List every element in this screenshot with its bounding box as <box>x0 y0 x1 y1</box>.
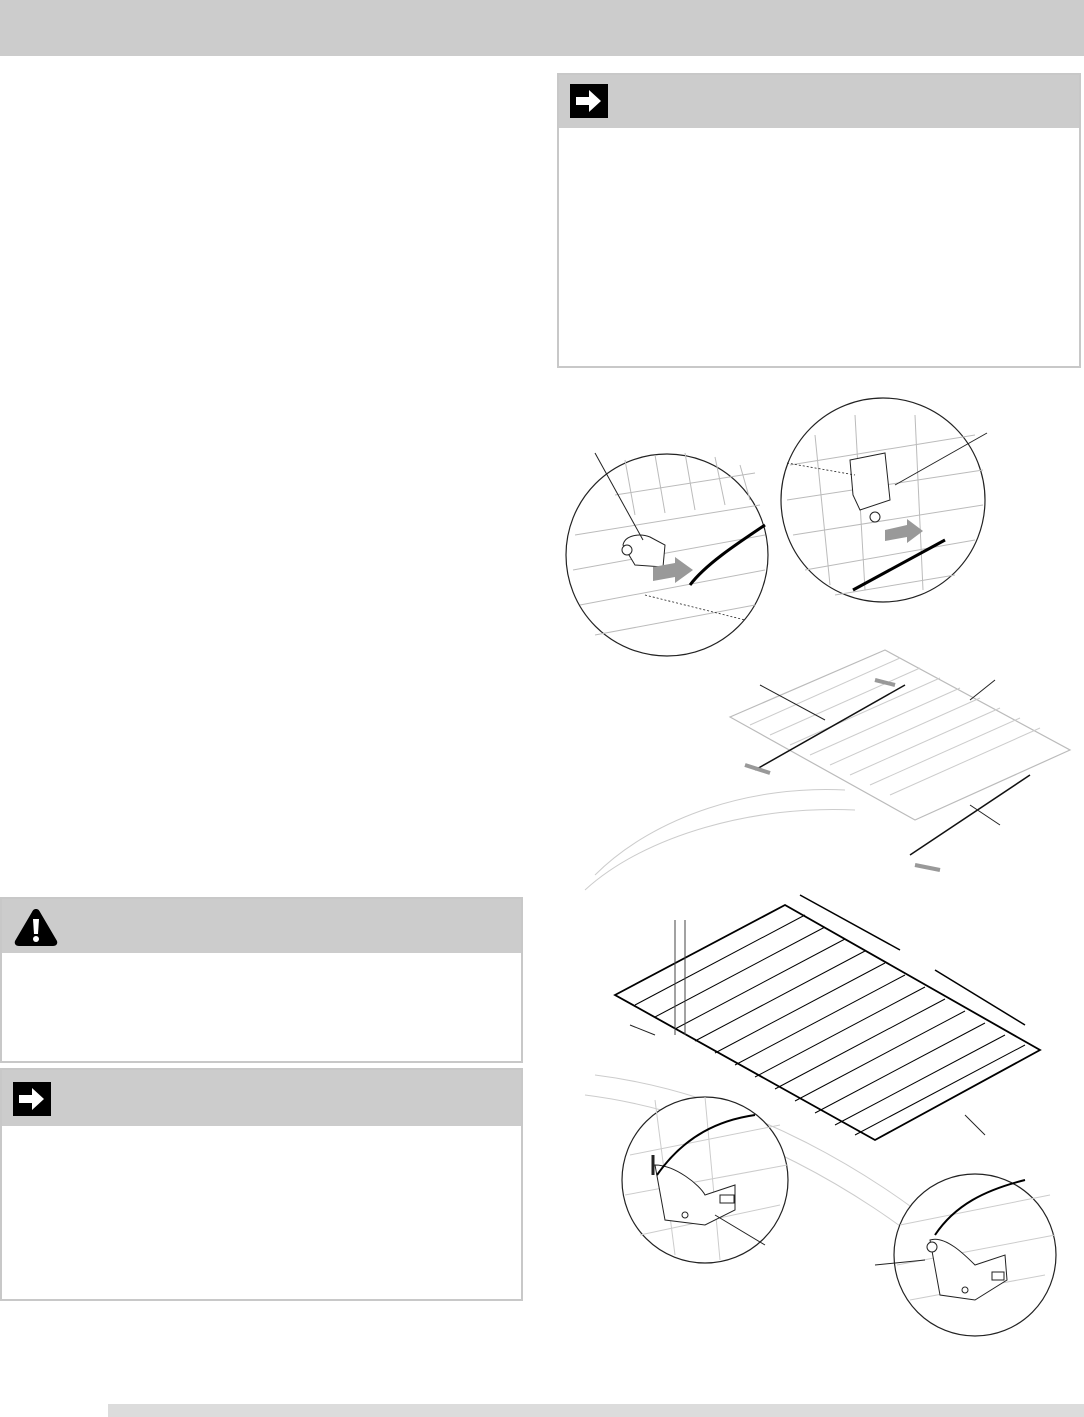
oven-rack-illustration <box>555 395 1084 1340</box>
note-box-header <box>2 1070 521 1126</box>
rack-stop-detail-left <box>566 453 768 656</box>
arrow-right-icon <box>570 84 608 118</box>
note-box-left <box>0 1068 523 1301</box>
note-box-header <box>559 75 1079 128</box>
warning-triangle-icon <box>13 907 59 947</box>
rack-support-detail-left <box>622 1097 788 1263</box>
arrow-right-icon <box>13 1082 51 1116</box>
page-header-bar <box>0 0 1084 56</box>
caution-box <box>0 897 523 1063</box>
page-footer-bar <box>108 1404 1084 1417</box>
caution-box-header <box>2 899 521 953</box>
rack-stop-detail-right <box>781 398 987 602</box>
rack-support-detail-right <box>875 1174 1056 1336</box>
note-box-right <box>557 73 1081 368</box>
rack-with-stop-wires <box>585 650 1070 890</box>
